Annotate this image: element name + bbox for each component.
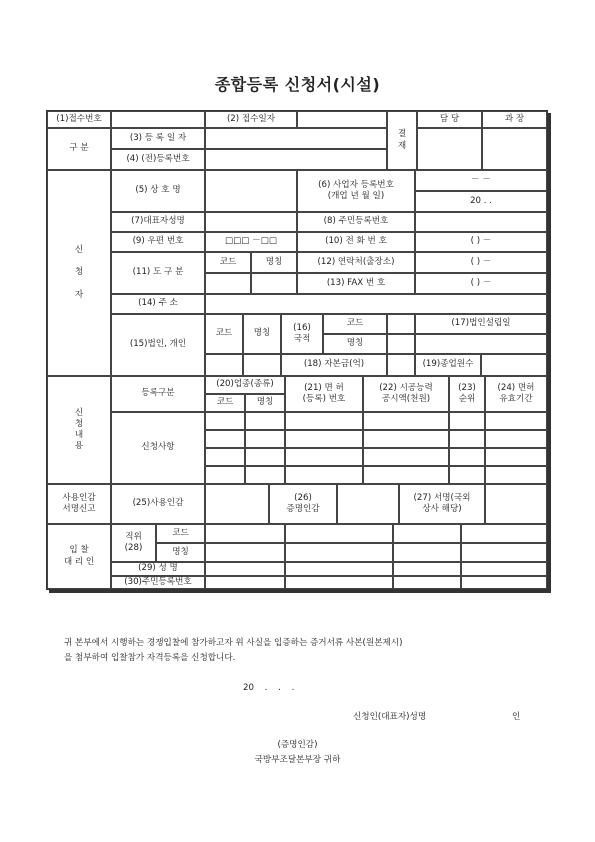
req-row3-name[interactable]	[245, 448, 285, 466]
application-statement: 귀 본부에서 시행하는 경쟁입찰에 참가하고자 위 사실을 입증하는 증거서류 사본(원본제시) 을 첨부하여 입찰참가 자격등록을 신청합니다.	[64, 638, 403, 664]
page-title: 종합등록 신청서(시설)	[214, 75, 381, 94]
agent-resident-number-label: (30)주민등록번호	[111, 576, 205, 589]
agent-col4-row3[interactable]	[461, 562, 547, 576]
entity-name-label: 명칭	[243, 314, 281, 354]
zip-code-label: (9) 우편 번호	[111, 232, 205, 252]
agent-col3-row1[interactable]	[393, 524, 461, 543]
req-row3-license[interactable]	[285, 448, 363, 466]
entity-type-label: (15)법인, 개인	[111, 314, 205, 376]
business-name-label: 명칭	[245, 394, 285, 412]
manager-label: 과 장	[482, 111, 547, 128]
request-items-label: 신청사항	[111, 412, 205, 484]
license-number-label: (21) 면 허 (등록) 번호	[285, 376, 363, 412]
employees-label: (19)종업원수	[415, 354, 481, 376]
agent-col2-row3[interactable]	[285, 562, 393, 576]
req-row3-capacity[interactable]	[363, 448, 449, 466]
req-row2-capacity[interactable]	[363, 430, 449, 448]
req-row1-code[interactable]	[205, 412, 245, 430]
usage-seal-box[interactable]	[205, 484, 269, 524]
representative-field[interactable]	[205, 212, 297, 232]
province-label: (11) 도 구 분	[111, 252, 205, 294]
incorporation-date-field[interactable]	[415, 334, 547, 354]
receipt-date-field[interactable]	[297, 111, 387, 128]
agent-col1-row3[interactable]	[205, 562, 285, 576]
certified-seal-box[interactable]	[337, 484, 399, 524]
applicant-signature-label: 신청인(대표자)성명	[353, 712, 427, 722]
application-date: 20 . . .	[243, 683, 295, 693]
capital-field[interactable]	[387, 354, 415, 376]
opening-date-field[interactable]: 20 . .	[415, 191, 547, 212]
province-code-field[interactable]	[205, 273, 251, 294]
nationality-label: (16) 국적	[281, 314, 323, 354]
zip-code-field[interactable]: □□□ －□□	[205, 232, 297, 252]
req-row4-name[interactable]	[245, 466, 285, 484]
receipt-number-label: (1)접수번호	[47, 111, 111, 128]
agent-col2-row2[interactable]	[285, 543, 393, 562]
nationality-name-label: 명칭	[323, 334, 387, 354]
certified-seal-label: (26) 증명인감	[269, 484, 337, 524]
req-row4-rank[interactable]	[449, 466, 485, 484]
business-code-label: 코드	[205, 394, 245, 412]
entity-code-label: 코드	[205, 314, 243, 354]
license-validity-label: (24) 면허 유효기간	[485, 376, 547, 412]
agent-col1-row2[interactable]	[205, 543, 285, 562]
registration-date-field[interactable]	[205, 128, 387, 149]
agent-position-label: 직위 (28)	[111, 524, 156, 562]
applicant-label: 신 청 자	[47, 170, 111, 376]
construction-capacity-label: (22) 시공능력 공시액(천원)	[363, 376, 449, 412]
representative-label: (7)대표자성명	[111, 212, 205, 232]
agent-col3-row3[interactable]	[393, 562, 461, 576]
agent-col4-row1[interactable]	[461, 524, 547, 543]
req-row3-validity[interactable]	[485, 448, 547, 466]
staff-label: 담 당	[417, 111, 482, 128]
signature-label: (27) 서명(국외 상사 해당)	[399, 484, 485, 524]
phone-label: (10) 전 화 번 호	[297, 232, 415, 252]
bid-agent-label: 입 찰 대 리 인	[47, 524, 111, 589]
form-table	[46, 110, 548, 590]
req-row2-validity[interactable]	[485, 430, 547, 448]
agent-name-label: 명칭	[156, 543, 205, 562]
rank-label: (23) 순위	[449, 376, 485, 412]
req-row2-rank[interactable]	[449, 430, 485, 448]
registration-date-label: (3) 등 록 일 자	[111, 128, 205, 149]
business-number-label: (6) 사업자 등록번호 (개업 년 월 일)	[297, 170, 415, 212]
req-row4-code[interactable]	[205, 466, 245, 484]
agent-col2-row1[interactable]	[285, 524, 393, 543]
resident-number-label: (8) 주민등록번호	[297, 212, 415, 232]
req-row3-code[interactable]	[205, 448, 245, 466]
prev-registration-field[interactable]	[205, 149, 387, 170]
entity-code-field[interactable]	[205, 354, 243, 376]
incorporation-date-label: (17)법인설립일	[415, 314, 547, 334]
req-row1-license[interactable]	[285, 412, 363, 430]
province-name-label: 명칭	[251, 252, 297, 273]
agent-col4-row4[interactable]	[461, 576, 547, 589]
resident-number-field[interactable]	[415, 212, 547, 232]
req-row4-validity[interactable]	[485, 466, 547, 484]
usage-seal-label: (25)사용인감	[111, 484, 205, 524]
nationality-code-field[interactable]	[387, 314, 415, 334]
agent-col1-row1[interactable]	[205, 524, 285, 543]
agent-code-label: 코드	[156, 524, 205, 543]
agent-col2-row4[interactable]	[285, 576, 393, 589]
category-label: 구 분	[47, 128, 111, 170]
address-label: (14) 주 소	[111, 294, 205, 314]
seal-report-label: 사용인감 서명신고	[47, 484, 111, 524]
req-row3-rank[interactable]	[449, 448, 485, 466]
business-type-label: (20)업종(종류)	[205, 376, 285, 394]
branch-contact-field[interactable]: ( ) －	[415, 252, 547, 273]
registration-type-label: 등록구분	[111, 376, 205, 412]
company-name-label: (5) 상 호 명	[111, 170, 205, 212]
agent-col1-row4[interactable]	[205, 576, 285, 589]
prev-registration-label: (4) (전)등록번호	[111, 149, 205, 170]
seal-mark: 인	[512, 712, 521, 722]
phone-field[interactable]: ( ) －	[415, 232, 547, 252]
agent-col4-row2[interactable]	[461, 543, 547, 562]
nationality-name-field[interactable]	[387, 334, 415, 354]
recipient: 국방부조달본부장 귀하	[254, 755, 341, 765]
branch-contact-label: (12) 연락처(출장소)	[297, 252, 415, 273]
req-row1-validity[interactable]	[485, 412, 547, 430]
request-contents-label: 신 청 내 용	[47, 376, 111, 484]
manager-sign-box[interactable]	[482, 128, 547, 170]
req-row4-license[interactable]	[285, 466, 363, 484]
req-row2-name[interactable]	[245, 430, 285, 448]
req-row1-name[interactable]	[245, 412, 285, 430]
entity-name-field[interactable]	[243, 354, 281, 376]
req-row1-capacity[interactable]	[363, 412, 449, 430]
req-row2-license[interactable]	[285, 430, 363, 448]
province-name-field[interactable]	[251, 273, 297, 294]
agent-full-name-label: (29) 성 명	[111, 562, 205, 576]
approval-label: 결 재	[387, 111, 417, 170]
agent-col3-row4[interactable]	[393, 576, 461, 589]
receipt-number-field[interactable]	[111, 111, 205, 128]
agent-col3-row2[interactable]	[393, 543, 461, 562]
receipt-date-label: (2) 접수일자	[205, 111, 297, 128]
req-row2-code[interactable]	[205, 430, 245, 448]
certified-seal-note: (증명인감)	[277, 740, 318, 750]
province-code-label: 코드	[205, 252, 251, 273]
employees-field[interactable]	[481, 354, 547, 376]
req-row4-capacity[interactable]	[363, 466, 449, 484]
fax-label: (13) FAX 번 호	[297, 273, 415, 294]
business-number-field[interactable]: － －	[415, 170, 547, 191]
address-field[interactable]	[205, 294, 547, 314]
company-name-field[interactable]	[205, 170, 297, 212]
fax-field[interactable]: ( ) －	[415, 273, 547, 294]
req-row1-rank[interactable]	[449, 412, 485, 430]
capital-label: (18) 자본금(억)	[281, 354, 387, 376]
signature-box[interactable]	[485, 484, 547, 524]
nationality-code-label: 코드	[323, 314, 387, 334]
staff-sign-box[interactable]	[417, 128, 482, 170]
